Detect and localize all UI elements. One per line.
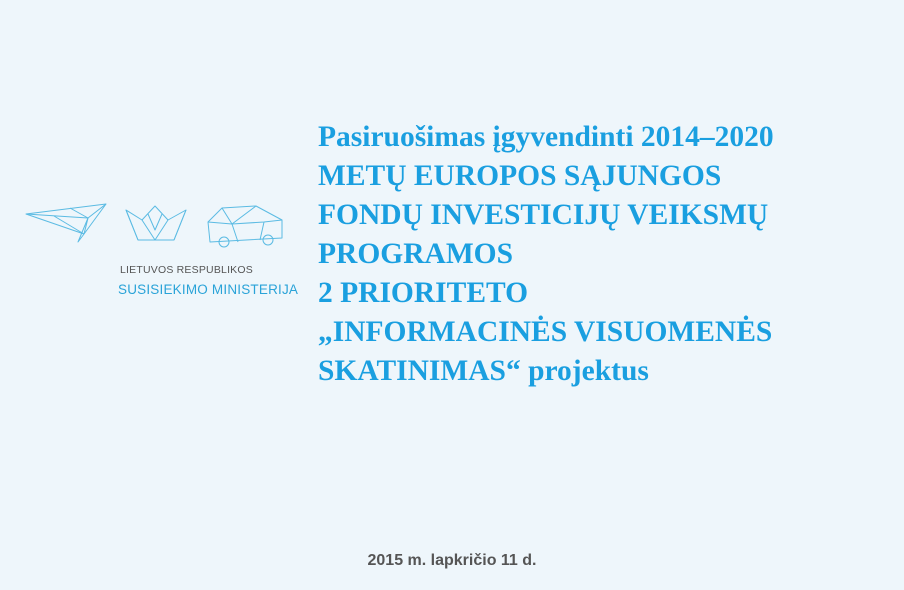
paper-boat-icon — [126, 206, 186, 240]
title-line-4: PROGRAMOS — [318, 238, 514, 270]
logo-text-line1: LIETUVOS RESPUBLIKOS — [120, 264, 253, 276]
presentation-date: 2015 m. lapkričio 11 d. — [367, 552, 537, 569]
paper-car-icon — [208, 206, 282, 247]
paper-plane-icon — [26, 204, 106, 242]
logo-graphic — [24, 198, 294, 258]
title-line-5: 2 PRIORITETO — [318, 277, 529, 309]
title-line-2: METŲ EUROPOS SĄJUNGOS — [318, 160, 722, 192]
title-line-1: Pasiruošimas įgyvendinti 2014–2020 — [318, 121, 774, 153]
title-line-3: FONDŲ INVESTICIJŲ VEIKSMŲ — [318, 199, 769, 231]
presentation-title — [318, 118, 888, 391]
logo-text-line2: SUSISIEKIMO MINISTERIJA — [118, 282, 299, 297]
title-line-7: SKATINIMAS“ projektus — [318, 355, 649, 387]
title-line-6: „INFORMACINĖS VISUOMENĖS — [318, 316, 773, 348]
ministry-logo — [24, 198, 299, 308]
